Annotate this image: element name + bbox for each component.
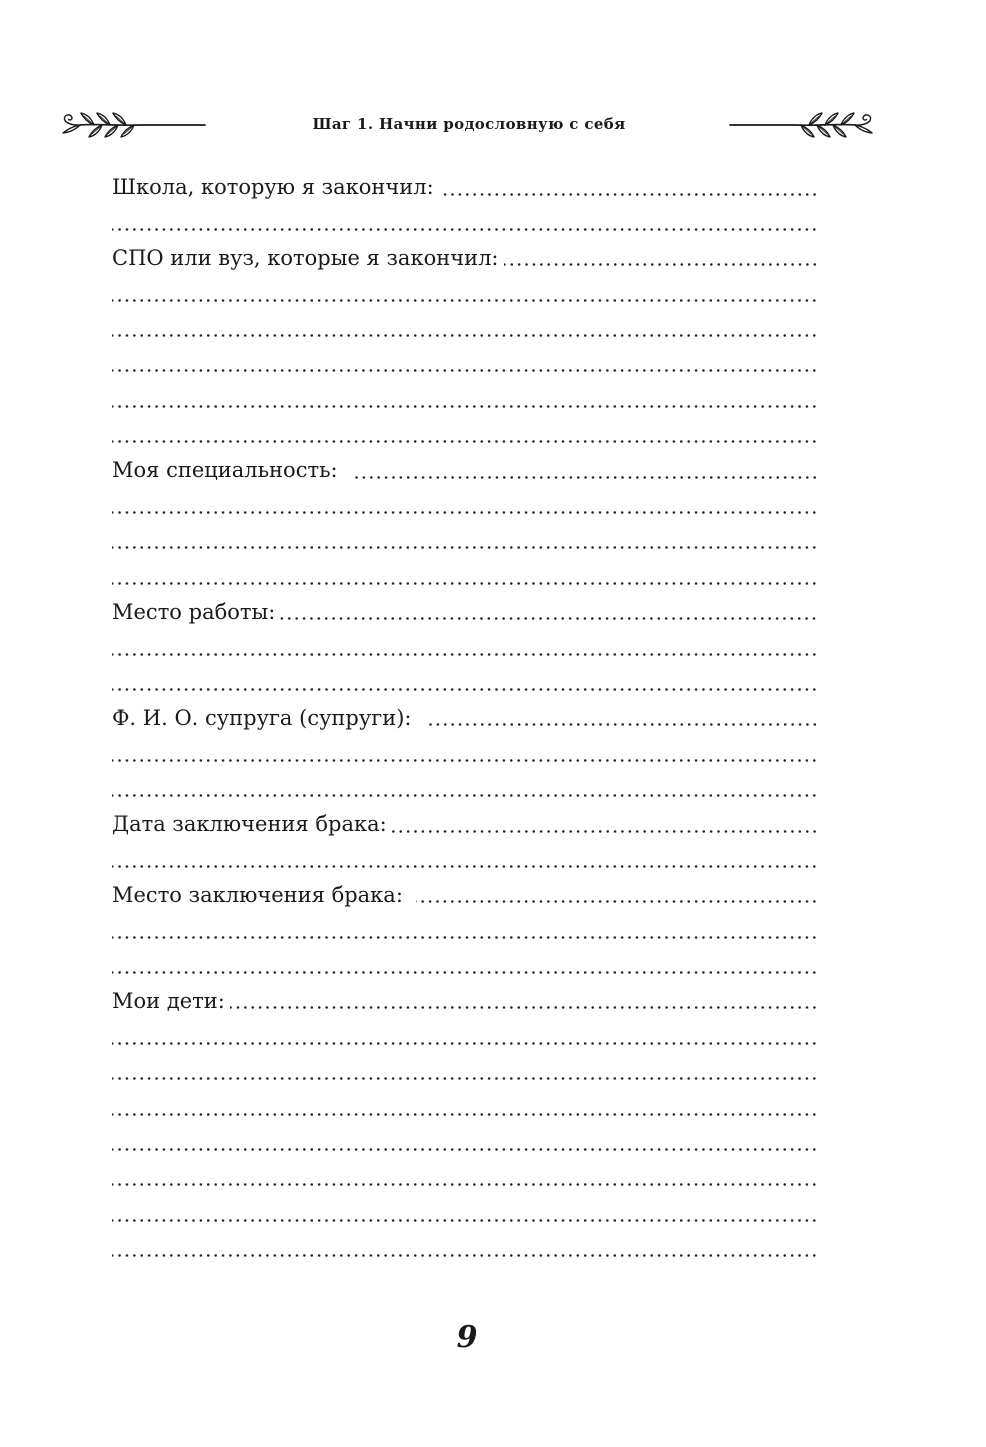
- dotted-fill-line: [112, 369, 818, 372]
- dotted-fill-line: [112, 1254, 818, 1257]
- blank-line: [112, 1196, 818, 1231]
- genealogy-form: [112, 170, 818, 1267]
- dotted-fill-line: [112, 653, 818, 656]
- field-children: [112, 984, 818, 1019]
- field-specialty: [112, 453, 818, 488]
- vine-ornament-right-icon: [727, 108, 877, 142]
- field-label-university: СПО или вуз, которые я закончил:: [112, 245, 499, 270]
- dotted-fill-line: [230, 1006, 818, 1009]
- vine-stem: [730, 125, 855, 126]
- field-spouse-name: [112, 701, 818, 736]
- dotted-fill-line: [112, 794, 818, 797]
- field-marriage-place: [112, 878, 818, 913]
- dotted-fill-line: [112, 865, 818, 868]
- blank-line: [112, 205, 818, 240]
- field-label-marriage-place: Место заключения брака:: [112, 882, 403, 907]
- dotted-fill-line: [112, 1042, 818, 1045]
- blank-line: [112, 736, 818, 771]
- blank-line: [112, 524, 818, 559]
- dotted-fill-line: [280, 617, 818, 620]
- dotted-fill-line: [112, 228, 818, 231]
- dotted-fill-line: [112, 1077, 818, 1080]
- blank-line: [112, 949, 818, 984]
- blank-line: [112, 1055, 818, 1090]
- blank-line: [112, 489, 818, 524]
- blank-line: [112, 418, 818, 453]
- field-school: [112, 170, 818, 205]
- blank-line: [112, 842, 818, 877]
- dotted-fill-line: [112, 759, 818, 762]
- dotted-fill-line: [504, 263, 818, 266]
- vine-curl: [855, 115, 871, 125]
- running-header-title: Шаг 1. Начни родословную с себя: [312, 115, 626, 133]
- field-marriage-date: [112, 807, 818, 842]
- dotted-fill-line: [112, 1113, 818, 1116]
- blank-line: [112, 665, 818, 700]
- dotted-fill-line: [439, 193, 818, 196]
- blank-line: [112, 1126, 818, 1161]
- field-label-school: Школа, которую я закончил:: [112, 175, 434, 199]
- dotted-fill-line: [392, 830, 818, 833]
- dotted-fill-line: [112, 1148, 818, 1151]
- field-label-marriage-date: Дата заключения брака:: [112, 812, 387, 837]
- field-label-workplace: Место работы:: [112, 599, 276, 624]
- dotted-fill-line: [425, 723, 819, 726]
- blank-line: [112, 1019, 818, 1054]
- dotted-fill-line: [112, 1183, 818, 1186]
- dotted-fill-line: [112, 582, 818, 585]
- page-number: 9: [456, 1320, 478, 1355]
- vine-curl: [64, 115, 80, 125]
- field-university: [112, 241, 818, 276]
- blank-line: [112, 312, 818, 347]
- dotted-fill-line: [416, 900, 818, 903]
- dotted-fill-line: [112, 546, 818, 549]
- blank-line: [112, 1161, 818, 1196]
- blank-line: [112, 276, 818, 311]
- field-label-spouse-name: Ф. И. О. супруга (супруги):: [112, 705, 412, 730]
- vine-leaf: [63, 125, 80, 133]
- dotted-fill-line: [112, 334, 818, 337]
- blank-line: [112, 772, 818, 807]
- dotted-fill-line: [112, 299, 818, 302]
- dotted-fill-line: [351, 476, 818, 479]
- dotted-fill-line: [112, 405, 818, 408]
- dotted-fill-line: [112, 1219, 818, 1222]
- vine-stem: [80, 125, 205, 126]
- field-label-specialty: Моя специальность:: [112, 458, 338, 483]
- dotted-fill-line: [112, 511, 818, 514]
- blank-line: [112, 559, 818, 594]
- dotted-fill-line: [112, 440, 818, 443]
- vine-leaf: [855, 125, 872, 133]
- dotted-fill-line: [112, 936, 818, 939]
- blank-line: [112, 382, 818, 417]
- blank-line: [112, 630, 818, 665]
- field-label-children: Мои дети:: [112, 988, 225, 1013]
- blank-line: [112, 1090, 818, 1125]
- dotted-fill-line: [112, 688, 818, 691]
- vine-ornament-left-icon: [58, 108, 208, 142]
- blank-line: [112, 347, 818, 382]
- field-workplace: [112, 595, 818, 630]
- dotted-fill-line: [112, 971, 818, 974]
- blank-line: [112, 1232, 818, 1267]
- blank-line: [112, 913, 818, 948]
